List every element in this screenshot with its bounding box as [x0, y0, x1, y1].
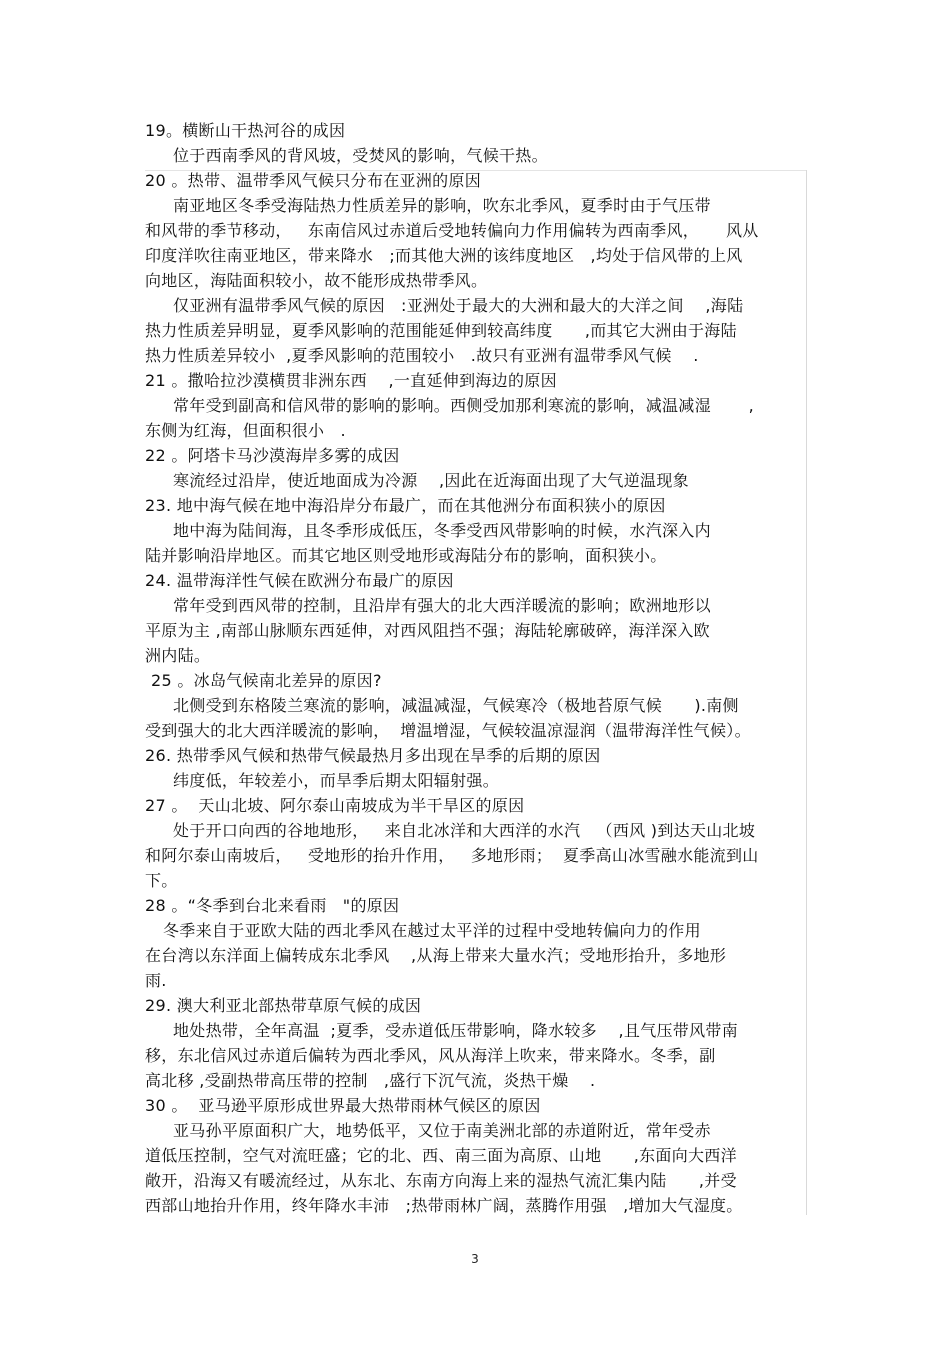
paragraph-line: 位于西南季风的背风坡，受焚风的影响，气候干热。 — [173, 146, 548, 165]
paragraph-line: 处于开口向西的谷地地形， 来自北冰洋和大西洋的水汽 （西风 )到达天山北坡 — [173, 821, 756, 840]
paragraph-line: 北侧受到东格陵兰寒流的影响，减温减湿，气候寒冷（极地苔原气候 ).南侧 — [173, 696, 739, 715]
section-heading: 30 。 亚马逊平原形成世界最大热带雨林气候区的原因 — [145, 1096, 541, 1115]
section-heading: 21 。撒哈拉沙漠横贯非洲东西 ,一直延伸到海边的原因 — [145, 371, 557, 390]
section-heading: 25 。冰岛气候南北差异的原因? — [151, 671, 382, 690]
paragraph-line: 常年受到副高和信风带的影响的影响。西侧受加那利寒流的影响，减温减湿 , — [173, 396, 754, 415]
section-heading: 29. 澳大利亚北部热带草原气候的成因 — [145, 996, 422, 1015]
section-heading: 24. 温带海洋性气候在欧洲分布最广的原因 — [145, 571, 454, 590]
paragraph-line: 陆并影响沿岸地区。而其它地区则受地形或海陆分布的影响，面积狭小。 — [145, 546, 667, 565]
paragraph-line: 和阿尔泰山南坡后， 受地形的抬升作用， 多地形雨； 夏季高山冰雪融水能流到山 — [145, 846, 759, 865]
paragraph-line: 敞开，沿海又有暖流经过，从东北、东南方向海上来的湿热气流汇集内陆 ,并受 — [145, 1171, 737, 1190]
section-heading: 27 。 天山北坡、阿尔泰山南坡成为半干旱区的原因 — [145, 796, 525, 815]
paragraph-line: 西部山地抬升作用，终年降水丰沛 ;热带雨林广阔，蒸腾作用强 ,增加大气湿度。 — [145, 1196, 743, 1215]
paragraph-line: 向地区，海陆面积较小，故不能形成热带季风。 — [145, 271, 488, 290]
section-heading: 22 。阿塔卡马沙漠海岸多雾的成因 — [145, 446, 400, 465]
paragraph-line: 雨. — [145, 971, 167, 990]
paragraph-line: 高北移 ,受副热带高压带的控制 ,盛行下沉气流，炎热干燥 . — [145, 1071, 596, 1090]
paragraph-line: 亚马孙平原面积广大，地势低平，又位于南美洲北部的赤道附近，常年受赤 — [173, 1121, 711, 1140]
paragraph-line: 仅亚洲有温带季风气候的原因 :亚洲处于最大的大洲和最大的大洋之间 ,海陆 — [173, 296, 744, 315]
paragraph-line: 寒流经过沿岸，使近地面成为冷源 ,因此在近海面出现了大气逆温现象 — [173, 471, 689, 490]
paragraph-line: 下。 — [145, 871, 178, 890]
paragraph-line: 地中海为陆间海，且冬季形成低压，冬季受西风带影响的时候，水汽深入内 — [173, 521, 711, 540]
paragraph-line: 纬度低，年较差小，而旱季后期太阳辐射强。 — [173, 771, 500, 790]
paragraph-line: 东侧为红海，但面积很小 . — [145, 421, 346, 440]
section-heading: 23. 地中海气候在地中海沿岸分布最广，而在其他洲分布面积狭小的原因 — [145, 496, 666, 515]
paragraph-line: 热力性质差异明显，夏季风影响的范围能延伸到较高纬度 ,而其它大洲由于海陆 — [145, 321, 737, 340]
section-heading: 19。横断山干热河谷的成因 — [145, 121, 346, 140]
paragraph-line: 热力性质差异较小 ,夏季风影响的范围较小 .故只有亚洲有温带季风气候 . — [145, 346, 699, 365]
paragraph-line: 南亚地区冬季受海陆热力性质差异的影响，吹东北季风，夏季时由于气压带 — [173, 196, 711, 215]
page-number: 3 — [471, 1252, 479, 1266]
paragraph-line: 冬季来自于亚欧大陆的西北季风在越过太平洋的过程中受地转偏向力的作用 — [163, 921, 701, 940]
section-heading: 20 。热带、温带季风气候只分布在亚洲的原因 — [145, 171, 482, 190]
section-heading: 28 。“冬季到台北来看雨 "的原因 — [145, 896, 400, 915]
paragraph-line: 常年受到西风带的控制，且沿岸有强大的北大西洋暖流的影响；欧洲地形以 — [173, 596, 711, 615]
paragraph-line: 平原为主 ,南部山脉顺东西延伸，对西风阻挡不强；海陆轮廓破碎，海洋深入欧 — [145, 621, 710, 640]
paragraph-line: 地处热带，全年高温 ;夏季，受赤道低压带影响，降水较多 ,且气压带风带南 — [173, 1021, 738, 1040]
paragraph-line: 在台湾以东洋面上偏转成东北季风 ,从海上带来大量水汽；受地形抬升，多地形 — [145, 946, 727, 965]
paragraph-line: 道低压控制，空气对流旺盛；它的北、西、南三面为高原、山地 ,东面向大西洋 — [145, 1146, 737, 1165]
paragraph-line: 受到强大的北大西洋暖流的影响， 增温增湿，气候较温凉湿润（温带海洋性气候）。 — [145, 721, 751, 740]
paragraph-line: 移，东北信风过赤道后偏转为西北季风，风从海洋上吹来，带来降水。冬季，副 — [145, 1046, 716, 1065]
section-heading: 26. 热带季风气候和热带气候最热月多出现在旱季的后期的原因 — [145, 746, 601, 765]
paragraph-line: 和风带的季节移动， 东南信风过赤道后受地转偏向力作用偏转为西南季风， 风从 — [145, 221, 759, 240]
paragraph-line: 洲内陆。 — [145, 646, 211, 665]
paragraph-line: 印度洋吹往南亚地区，带来降水 ;而其他大洲的该纬度地区 ,均处于信风带的上风 — [145, 246, 743, 265]
document-body — [145, 118, 810, 1218]
